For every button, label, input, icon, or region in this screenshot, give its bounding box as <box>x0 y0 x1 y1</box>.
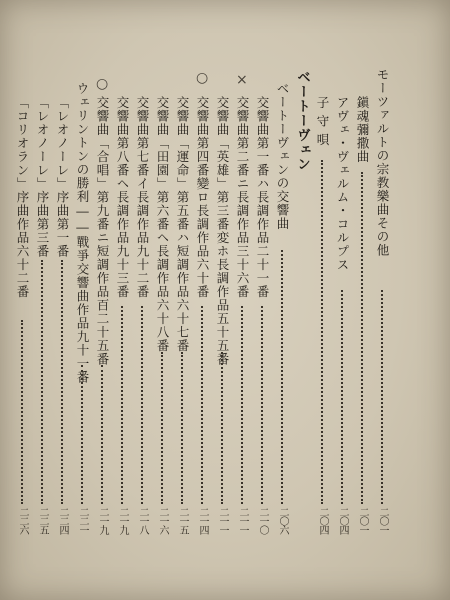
dot-leader <box>281 250 283 504</box>
pencil-circle-mark: ○ <box>196 70 209 86</box>
toc-title: 鎭魂彌撒曲 <box>355 96 370 164</box>
toc-entry <box>172 0 192 560</box>
toc-title: 交響曲第一番ハ長調作品二十一番 <box>255 96 270 299</box>
toc-section-heading <box>292 0 312 560</box>
toc-title: 交響曲「田園」第六番ヘ長調作品六十八番 <box>155 96 170 353</box>
toc-entry <box>132 0 152 560</box>
toc-title: 交響曲第四番變ロ長調作品六十番 <box>195 96 210 299</box>
page-number: 二一九 <box>97 507 108 534</box>
toc-entry <box>252 0 272 560</box>
toc-title: 「コリオラン」序曲作品六十二番 <box>15 96 30 299</box>
page-number: 二〇六 <box>277 507 288 534</box>
page-number: 二一五 <box>177 507 188 534</box>
toc-title: 交響曲第八番ヘ長調作品九十三番 <box>115 96 130 299</box>
dot-leader <box>81 365 83 504</box>
page-number: 二一六 <box>157 507 168 534</box>
dot-leader <box>181 352 183 504</box>
pencil-cross-mark: × <box>236 72 248 88</box>
toc-entry <box>112 0 132 560</box>
toc-entry <box>72 0 92 560</box>
dot-leader <box>241 306 243 504</box>
page-number: 二〇一 <box>377 507 388 534</box>
toc-entry <box>332 0 352 560</box>
page-number: 二二一 <box>77 507 88 534</box>
dot-leader <box>161 352 163 504</box>
page-number: 二〇一 <box>357 507 368 534</box>
toc-title: 交響曲「運命」第五番ハ短調作品六十七番 <box>175 96 190 353</box>
toc-title: 「レオノーレ」序曲第一番 <box>55 96 70 258</box>
dot-leader <box>361 172 363 504</box>
page-number: 二一一 <box>217 507 228 534</box>
page-number: 二一八 <box>137 507 148 534</box>
toc-entry <box>312 0 332 560</box>
toc-entry <box>352 0 372 560</box>
toc-title: 交響曲「合唱」第九番ニ短調作品百二十五番 <box>95 96 110 366</box>
dot-leader <box>101 365 103 504</box>
page-number: 二一一 <box>237 507 248 534</box>
toc-entry <box>52 0 72 560</box>
toc-entry <box>12 0 32 560</box>
page-number: 二〇四 <box>337 507 348 534</box>
toc-title: 交響曲「英雄」第三番変ホ長調作品五十五番 <box>215 96 230 366</box>
dot-leader <box>321 160 323 504</box>
page-number: 二二五 <box>37 507 48 534</box>
dot-leader <box>341 290 343 504</box>
page-number: 二一四 <box>197 507 208 534</box>
toc-title: アヴェ・ヴェルム・コルプス <box>335 96 350 272</box>
page-number: 二〇四 <box>317 507 328 534</box>
page-number: 二二六 <box>17 507 28 534</box>
dot-leader <box>141 306 143 504</box>
dot-leader <box>221 352 223 504</box>
dot-leader <box>381 290 383 504</box>
toc-title: モーツァルトの宗教樂曲その他 <box>375 68 390 257</box>
dot-leader <box>261 306 263 504</box>
toc-title: ベートーヴェンの交響曲 <box>275 82 290 231</box>
toc-title: 交響曲第七番イ長調作品九十二番 <box>135 96 150 299</box>
dot-leader <box>21 320 23 504</box>
toc-entry <box>212 0 232 560</box>
toc-entry <box>372 0 392 560</box>
toc-title: ウェリントンの勝利――戰爭交響曲作品九十一番 <box>75 82 90 384</box>
toc-title: 「レオノーレ」序曲第三番 <box>35 96 50 258</box>
page-number: 二二四 <box>57 507 68 534</box>
page-number: 二一〇 <box>257 507 268 534</box>
dot-leader <box>121 306 123 504</box>
dot-leader <box>41 260 43 504</box>
toc-title: 子守唄 <box>315 96 330 152</box>
pencil-circle-mark: ○ <box>96 76 109 92</box>
dot-leader <box>201 306 203 504</box>
dot-leader <box>61 260 63 504</box>
page-number: 二一九 <box>117 507 128 534</box>
toc-entry <box>32 0 52 560</box>
section-heading: ベートーヴェン <box>294 70 310 172</box>
toc-entry <box>152 0 172 560</box>
toc-entry <box>272 0 292 560</box>
toc-title: 交響曲第二番ニ長調作品三十六番 <box>235 96 250 299</box>
